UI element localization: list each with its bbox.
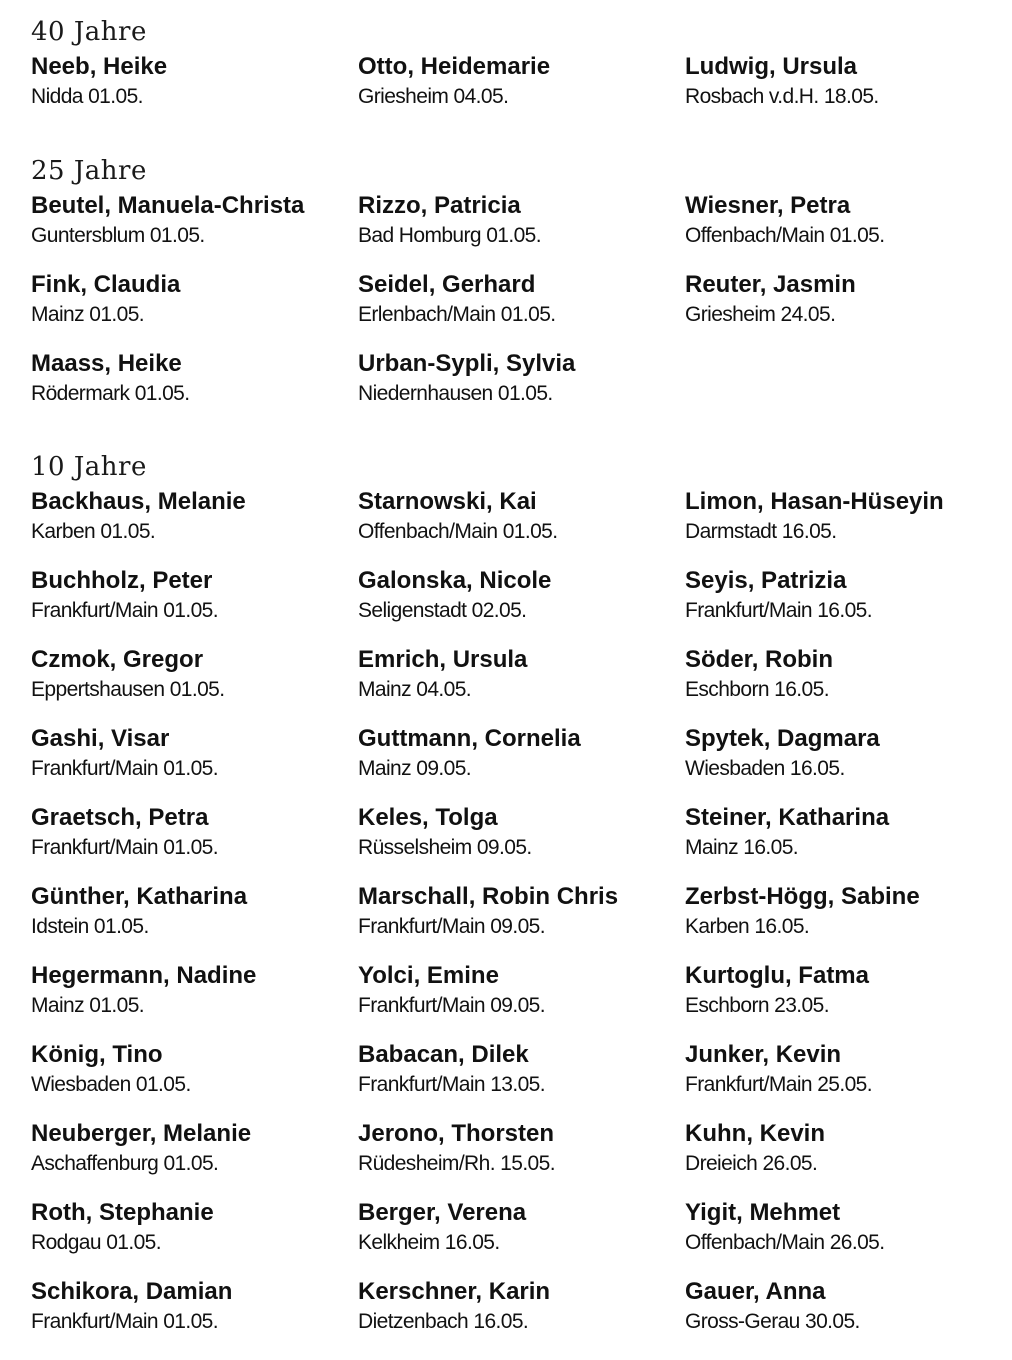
entry-name: Kuhn, Kevin bbox=[685, 1120, 826, 1147]
entry-name: Czmok, Gregor bbox=[31, 646, 204, 673]
entry-name: Schikora, Damian bbox=[31, 1278, 233, 1305]
entry-location-date: Aschaffenburg 01.05. bbox=[31, 1152, 219, 1175]
entry-location-date: Kelkheim 16.05. bbox=[358, 1231, 500, 1254]
entry-location-date: Frankfurt/Main 13.05. bbox=[358, 1073, 545, 1096]
entry-name: Keles, Tolga bbox=[358, 804, 498, 831]
entry-name: Söder, Robin bbox=[685, 646, 834, 673]
list-item bbox=[685, 882, 991, 961]
list-item bbox=[358, 882, 685, 961]
list-item bbox=[685, 1040, 991, 1119]
list-item bbox=[31, 724, 358, 803]
entry-name: Roth, Stephanie bbox=[31, 1199, 214, 1226]
list-item bbox=[358, 1277, 685, 1356]
list-item bbox=[685, 1277, 991, 1356]
entry-location-date: Frankfurt/Main 01.05. bbox=[31, 836, 218, 859]
entry-location-date: Bad Homburg 01.05. bbox=[358, 224, 541, 247]
entry-location-date: Mainz 04.05. bbox=[358, 678, 472, 701]
list-item bbox=[685, 487, 991, 566]
entry-location-date: Offenbach/Main 26.05. bbox=[685, 1231, 885, 1254]
entry-location-date: Nidda 01.05. bbox=[31, 85, 143, 108]
entry-name: Günther, Katharina bbox=[31, 883, 248, 910]
list-item bbox=[358, 270, 685, 349]
entry-location-date: Offenbach/Main 01.05. bbox=[358, 520, 558, 543]
entry-location-date: Karben 01.05. bbox=[31, 520, 156, 543]
list-item bbox=[358, 349, 685, 428]
entry-name: Spytek, Dagmara bbox=[685, 725, 880, 752]
entry-location-date: Griesheim 24.05. bbox=[685, 303, 836, 326]
entry-name: Zerbst-Högg, Sabine bbox=[685, 883, 920, 910]
entry-name: Hegermann, Nadine bbox=[31, 962, 257, 989]
list-item bbox=[358, 191, 685, 270]
list-item bbox=[358, 1198, 685, 1277]
entry-location-date: Gross-Gerau 30.05. bbox=[685, 1310, 860, 1333]
entry-name: Yigit, Mehmet bbox=[685, 1199, 841, 1226]
entry-name: Gauer, Anna bbox=[685, 1278, 826, 1305]
entry-location-date: Wiesbaden 01.05. bbox=[31, 1073, 191, 1096]
entry-name: Otto, Heidemarie bbox=[358, 53, 551, 80]
entry-location-date: Mainz 16.05. bbox=[685, 836, 799, 859]
entry-location-date: Dietzenbach 16.05. bbox=[358, 1310, 529, 1333]
entry-location-date: Karben 16.05. bbox=[685, 915, 810, 938]
list-item bbox=[685, 961, 991, 1040]
entry-name: Buchholz, Peter bbox=[31, 567, 213, 594]
list-item bbox=[358, 1040, 685, 1119]
entry-location-date: Seligenstadt 02.05. bbox=[358, 599, 527, 622]
entry-name: Graetsch, Petra bbox=[31, 804, 209, 831]
entry-location-date: Frankfurt/Main 01.05. bbox=[31, 599, 218, 622]
list-item bbox=[358, 645, 685, 724]
list-item bbox=[358, 566, 685, 645]
list-item bbox=[31, 882, 358, 961]
list-item bbox=[31, 803, 358, 882]
list-item bbox=[31, 1277, 358, 1356]
entries-grid-25-jahre bbox=[31, 191, 991, 428]
list-item bbox=[31, 566, 358, 645]
entry-name: Steiner, Katharina bbox=[685, 804, 890, 831]
entry-name: Seyis, Patrizia bbox=[685, 567, 847, 594]
entry-name: Seidel, Gerhard bbox=[358, 271, 536, 298]
list-item bbox=[31, 1119, 358, 1198]
list-item bbox=[685, 191, 991, 270]
entry-name: Berger, Verena bbox=[358, 1199, 527, 1226]
entry-name: Galonska, Nicole bbox=[358, 567, 552, 594]
entry-name: Wiesner, Petra bbox=[685, 192, 851, 219]
entry-location-date: Frankfurt/Main 01.05. bbox=[31, 1310, 218, 1333]
entry-location-date: Mainz 01.05. bbox=[31, 303, 145, 326]
entry-location-date: Frankfurt/Main 16.05. bbox=[685, 599, 872, 622]
list-item bbox=[358, 803, 685, 882]
list-item bbox=[685, 270, 991, 349]
entry-name: Gashi, Visar bbox=[31, 725, 170, 752]
entry-location-date: Eschborn 23.05. bbox=[685, 994, 829, 1017]
list-item bbox=[31, 961, 358, 1040]
entry-location-date: Niedernhausen 01.05. bbox=[358, 382, 553, 405]
list-item bbox=[31, 349, 358, 428]
entry-location-date: Erlenbach/Main 01.05. bbox=[358, 303, 556, 326]
entry-name: Maass, Heike bbox=[31, 350, 182, 377]
section-10-jahre bbox=[31, 447, 991, 1356]
entry-location-date: Rosbach v.d.H. 18.05. bbox=[685, 85, 879, 108]
entry-name: Ludwig, Ursula bbox=[685, 53, 858, 80]
section-heading-40-jahre: 40 Jahre bbox=[31, 17, 147, 47]
entry-name: Neeb, Heike bbox=[31, 53, 168, 80]
entry-location-date: Eschborn 16.05. bbox=[685, 678, 829, 701]
entry-location-date: Rüdesheim/Rh. 15.05. bbox=[358, 1152, 555, 1175]
list-item bbox=[685, 645, 991, 724]
entry-name: Reuter, Jasmin bbox=[685, 271, 856, 298]
entry-location-date: Dreieich 26.05. bbox=[685, 1152, 818, 1175]
entry-location-date: Rodgau 01.05. bbox=[31, 1231, 161, 1254]
entry-location-date: Offenbach/Main 01.05. bbox=[685, 224, 885, 247]
entry-name: Fink, Claudia bbox=[31, 271, 181, 298]
entry-name: Guttmann, Cornelia bbox=[358, 725, 581, 752]
entries-grid-10-jahre bbox=[31, 487, 991, 1356]
entry-name: Starnowski, Kai bbox=[358, 488, 537, 515]
entry-name: Marschall, Robin Chris bbox=[358, 883, 619, 910]
list-item bbox=[31, 1040, 358, 1119]
entry-location-date: Griesheim 04.05. bbox=[358, 85, 509, 108]
list-item bbox=[31, 52, 358, 131]
entry-location-date: Rödermark 01.05. bbox=[31, 382, 190, 405]
list-item bbox=[685, 566, 991, 645]
entry-location-date: Idstein 01.05. bbox=[31, 915, 149, 938]
list-item bbox=[358, 487, 685, 566]
entry-location-date: Wiesbaden 16.05. bbox=[685, 757, 845, 780]
list-item bbox=[685, 1198, 991, 1277]
entry-name: Beutel, Manuela-Christa bbox=[31, 192, 305, 219]
list-item bbox=[358, 52, 685, 131]
entry-name: Kerschner, Karin bbox=[358, 1278, 551, 1305]
entry-location-date: Frankfurt/Main 09.05. bbox=[358, 994, 545, 1017]
section-heading-10-jahre: 10 Jahre bbox=[31, 452, 147, 482]
entry-location-date: Frankfurt/Main 09.05. bbox=[358, 915, 545, 938]
list-item bbox=[31, 191, 358, 270]
entry-location-date: Rüsselsheim 09.05. bbox=[358, 836, 532, 859]
entry-location-date: Mainz 09.05. bbox=[358, 757, 472, 780]
list-item bbox=[685, 803, 991, 882]
entry-location-date: Frankfurt/Main 25.05. bbox=[685, 1073, 872, 1096]
list-item bbox=[31, 270, 358, 349]
entry-location-date: Mainz 01.05. bbox=[31, 994, 145, 1017]
entry-name: Limon, Hasan-Hüseyin bbox=[685, 488, 944, 515]
entry-name: Kurtoglu, Fatma bbox=[685, 962, 869, 989]
entry-name: Junker, Kevin bbox=[685, 1041, 842, 1068]
entry-location-date: Eppertshausen 01.05. bbox=[31, 678, 225, 701]
entry-location-date: Guntersblum 01.05. bbox=[31, 224, 205, 247]
list-item bbox=[358, 724, 685, 803]
entry-name: Jerono, Thorsten bbox=[358, 1120, 555, 1147]
list-item bbox=[31, 1198, 358, 1277]
entries-grid-40-jahre bbox=[31, 52, 991, 131]
entry-name: Rizzo, Patricia bbox=[358, 192, 521, 219]
entry-name: Urban-Sypli, Sylvia bbox=[358, 350, 576, 377]
section-heading-25-jahre: 25 Jahre bbox=[31, 156, 147, 186]
entry-location-date: Frankfurt/Main 01.05. bbox=[31, 757, 218, 780]
list-item bbox=[685, 724, 991, 803]
list-item bbox=[31, 645, 358, 724]
list-item bbox=[31, 487, 358, 566]
entry-name: Backhaus, Melanie bbox=[31, 488, 246, 515]
entry-name: Yolci, Emine bbox=[358, 962, 499, 989]
entry-name: König, Tino bbox=[31, 1041, 163, 1068]
list-item bbox=[685, 52, 991, 131]
entry-name: Neuberger, Melanie bbox=[31, 1120, 252, 1147]
entry-name: Emrich, Ursula bbox=[358, 646, 528, 673]
entry-location-date: Darmstadt 16.05. bbox=[685, 520, 837, 543]
list-item bbox=[685, 1119, 991, 1198]
section-40-jahre bbox=[31, 12, 991, 131]
entry-name: Babacan, Dilek bbox=[358, 1041, 529, 1068]
list-item bbox=[358, 1119, 685, 1198]
list-item bbox=[358, 961, 685, 1040]
section-25-jahre bbox=[31, 151, 991, 428]
